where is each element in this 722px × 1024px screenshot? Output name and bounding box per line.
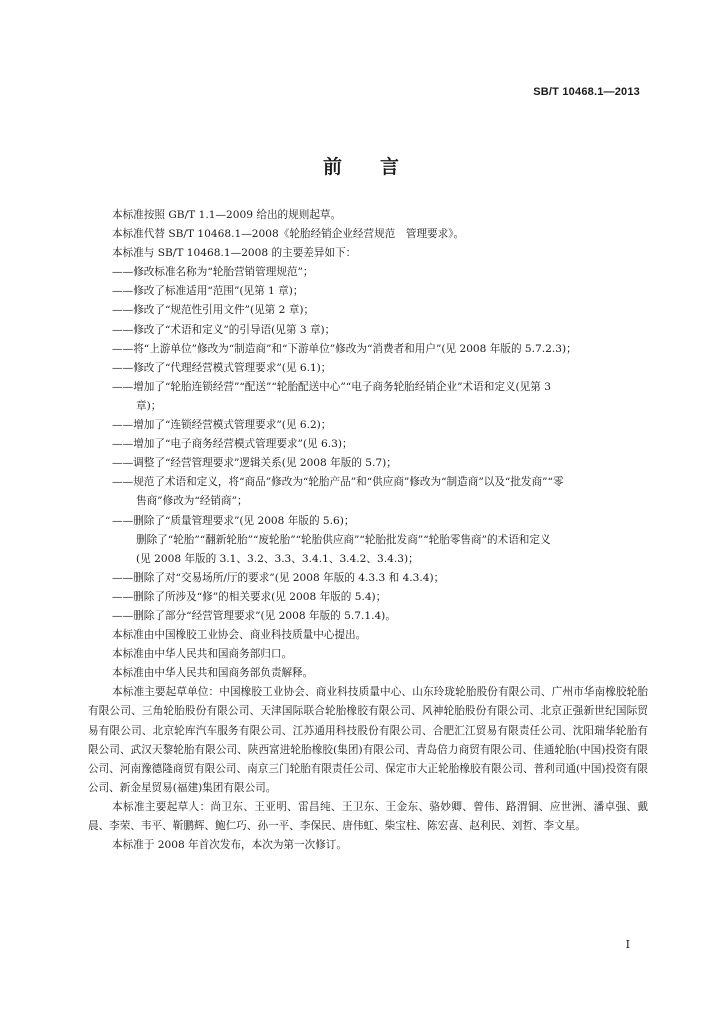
title-char-2: 言 — [380, 156, 400, 178]
list-item: ——修改了“术语和定义”的引导语(见第 3 章)； — [112, 323, 336, 336]
list-item: ——增加了“轮胎连锁经营”“配送”“轮胎配送中心”“电子商务轮胎经销企业”术语和定义(见第 3 — [112, 380, 551, 393]
list-item: ——将“上游单位”修改为“制造商”和“下游单位”修改为“消费者和用户”(见 2008 年版的 5.7.2.3)； — [112, 342, 577, 355]
title-char-1: 前 — [322, 156, 342, 178]
paragraph-drafters: 本标准主要起草人：尚卫东、王亚明、雷昌纯、王卫东、王金东、骆妙卿、曾伟、路渭铜、应世洲、潘卓强、戴晨、李荣、韦平、靳鹏辉、鲍仁巧、孙一平、李保民、唐伟虹、柴宝柱、陈宏喜、赵利民、刘哲、李文星。 — [88, 800, 648, 832]
list-item: ——增加了“连锁经营模式管理要求”(见 6.2)； — [112, 419, 332, 432]
paragraph-drafting-rules: 本标准按照 GB/T 1.1—2009 给出的规则起草。 — [112, 209, 342, 221]
list-item: ——修改标准名称为“轮胎营销管理规范”； — [112, 266, 314, 279]
list-item: ——修改了标准适用“范围”(见第 1 章)； — [112, 285, 304, 298]
foreword-body — [88, 206, 648, 855]
list-item: ——删除了“质量管理要求”(见 2008 年版的 5.6)； — [112, 514, 355, 527]
list-item: ——删除了对“交易场所/厅的要求”(见 2008 年版的 4.3.3 和 4.3.4)； — [112, 571, 445, 584]
list-item: ——增加了“电子商务经营模式管理要求”(见 6.3)； — [112, 438, 353, 451]
list-item: ——调整了“经营管理要求”逻辑关系(见 2008 年版的 5.7)； — [112, 457, 397, 470]
list-subitem-continuation: (见 2008 年版的 3.1、3.2、3.3、3.4.1、3.4.2、3.4.3)； — [136, 552, 419, 565]
list-item: ——修改了“代理经营模式管理要求”(见 6.1)； — [112, 361, 332, 374]
list-item: ——修改了“规范性引用文件”(见第 2 章)； — [112, 304, 315, 317]
list-item: ——删除了所涉及“修”的相关要求(见 2008 年版的 5.4)； — [112, 590, 387, 603]
paragraph-publication-history: 本标准于 2008 年首次发布，本次为第一次修订。 — [112, 839, 347, 852]
standard-code: SB/T 10468.1—2013 — [533, 86, 640, 98]
page-number: I — [625, 938, 630, 951]
list-item-continuation: 章)； — [136, 399, 162, 412]
paragraph-differences-intro: 本标准与 SB/T 10468.1—2008 的主要差异如下： — [112, 247, 357, 260]
paragraph-interpreted-by: 本标准由中华人民共和国商务部负责解释。 — [112, 667, 314, 680]
section-title — [0, 152, 722, 179]
list-item: ——规范了术语和定义，将“商品”修改为“轮胎产品”和“供应商”修改为“制造商”以及“批发商”“零 — [112, 476, 564, 489]
paragraph-administered-by: 本标准由中华人民共和国商务部归口。 — [112, 648, 293, 661]
list-subitem: 删除了“轮胎”“翻新轮胎”“废轮胎”“轮胎供应商”“轮胎批发商”“轮胎零售商”的术语和定义 — [136, 533, 551, 546]
paragraph-proposed-by: 本标准由中国橡胶工业协会、商业科技质量中心提出。 — [112, 629, 367, 642]
list-item-continuation: 售商”修改为“经销商”； — [136, 495, 248, 508]
paragraph-replaces: 本标准代替 SB/T 10468.1—2008《轮胎经销企业经营规范 管理要求》。 — [112, 228, 465, 241]
list-item: ——删除了部分“经营管理要求”(见 2008 年版的 5.7.1.4)。 — [112, 609, 396, 622]
paragraph-drafting-units: 本标准主要起草单位：中国橡胶工业协会、商业科技质量中心、山东玲珑轮胎股份有限公司、广州市华南橡胶轮胎有限公司、三角轮胎股份有限公司、天津国际联合轮胎橡胶有限公司、风神轮胎股份有限公司、北京正强新世纪国际贸易有限公司、北京轮库汽车服务有限公司、江苏通用科技股份有限公司、合肥汇江贸易有限责任公司、沈阳瑞华轮胎有限公司、武汉天黎轮胎有限公司、陕西富进轮胎橡胶(集团)有限公司、青岛倍力商贸有限公司、佳通轮胎(中国)投资有限公司、河南豫德隆商贸有限公司、南京三门轮胎有限责任公司、保定市大正轮胎橡胶有限公司、普利司通(中国)投资有限公司、新金星贸易(福建)集团有限公司。 — [88, 686, 648, 794]
